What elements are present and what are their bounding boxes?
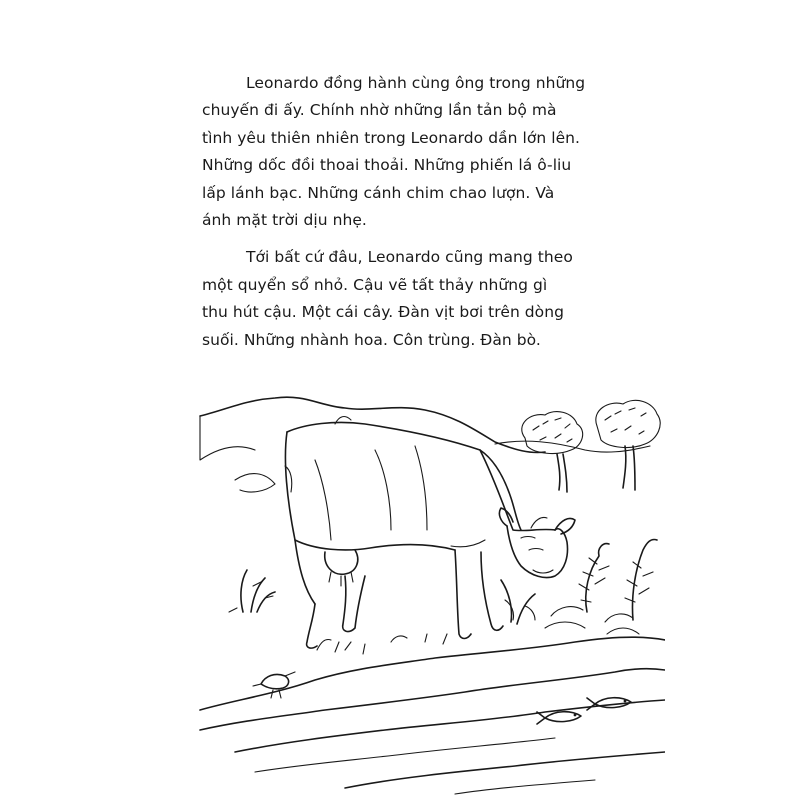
left-slope (200, 416, 255, 460)
stream-line (345, 752, 665, 788)
stream-ripple (455, 780, 595, 794)
text-line: tình yêu thiên nhiên trong Leonardo dần lớn lên. (202, 128, 581, 147)
text-line: suối. Những nhành hoa. Côn trùng. Đàn bò. (202, 330, 541, 349)
stream-line (200, 669, 665, 730)
left-slope-2 (235, 474, 275, 492)
text-line: thu hút cậu. Một cái cây. Đàn vịt bơi trên dòng (202, 303, 564, 322)
text-line: Leonardo đồng hành cùng ông trong những (246, 74, 586, 92)
text-line: chuyến đi ấy. Chính nhờ những lần tản bộ mà (202, 101, 557, 120)
cow (285, 417, 575, 649)
text-line: Tới bất cứ đâu, Leonardo cũng mang theo (246, 248, 573, 267)
paragraph-1 (202, 70, 592, 234)
cow-landscape-illustration (195, 380, 665, 800)
bird (253, 672, 295, 698)
text-line: lấp lánh bạc. Những cánh chim chao lượn. Và (202, 183, 555, 202)
story-text (202, 70, 592, 364)
paragraph-2 (202, 244, 592, 354)
stream-line (235, 700, 665, 752)
text-line: một quyển sổ nhỏ. Cậu vẽ tất thảy những gì (202, 275, 548, 294)
text-line: ánh mặt trời dịu nhẹ. (202, 211, 367, 230)
stream-bank-top (200, 637, 665, 710)
tree-right (596, 400, 660, 490)
plants (229, 539, 657, 654)
text-line: Những dốc đồi thoai thoải. Những phiến lá ô-liu (202, 156, 572, 175)
